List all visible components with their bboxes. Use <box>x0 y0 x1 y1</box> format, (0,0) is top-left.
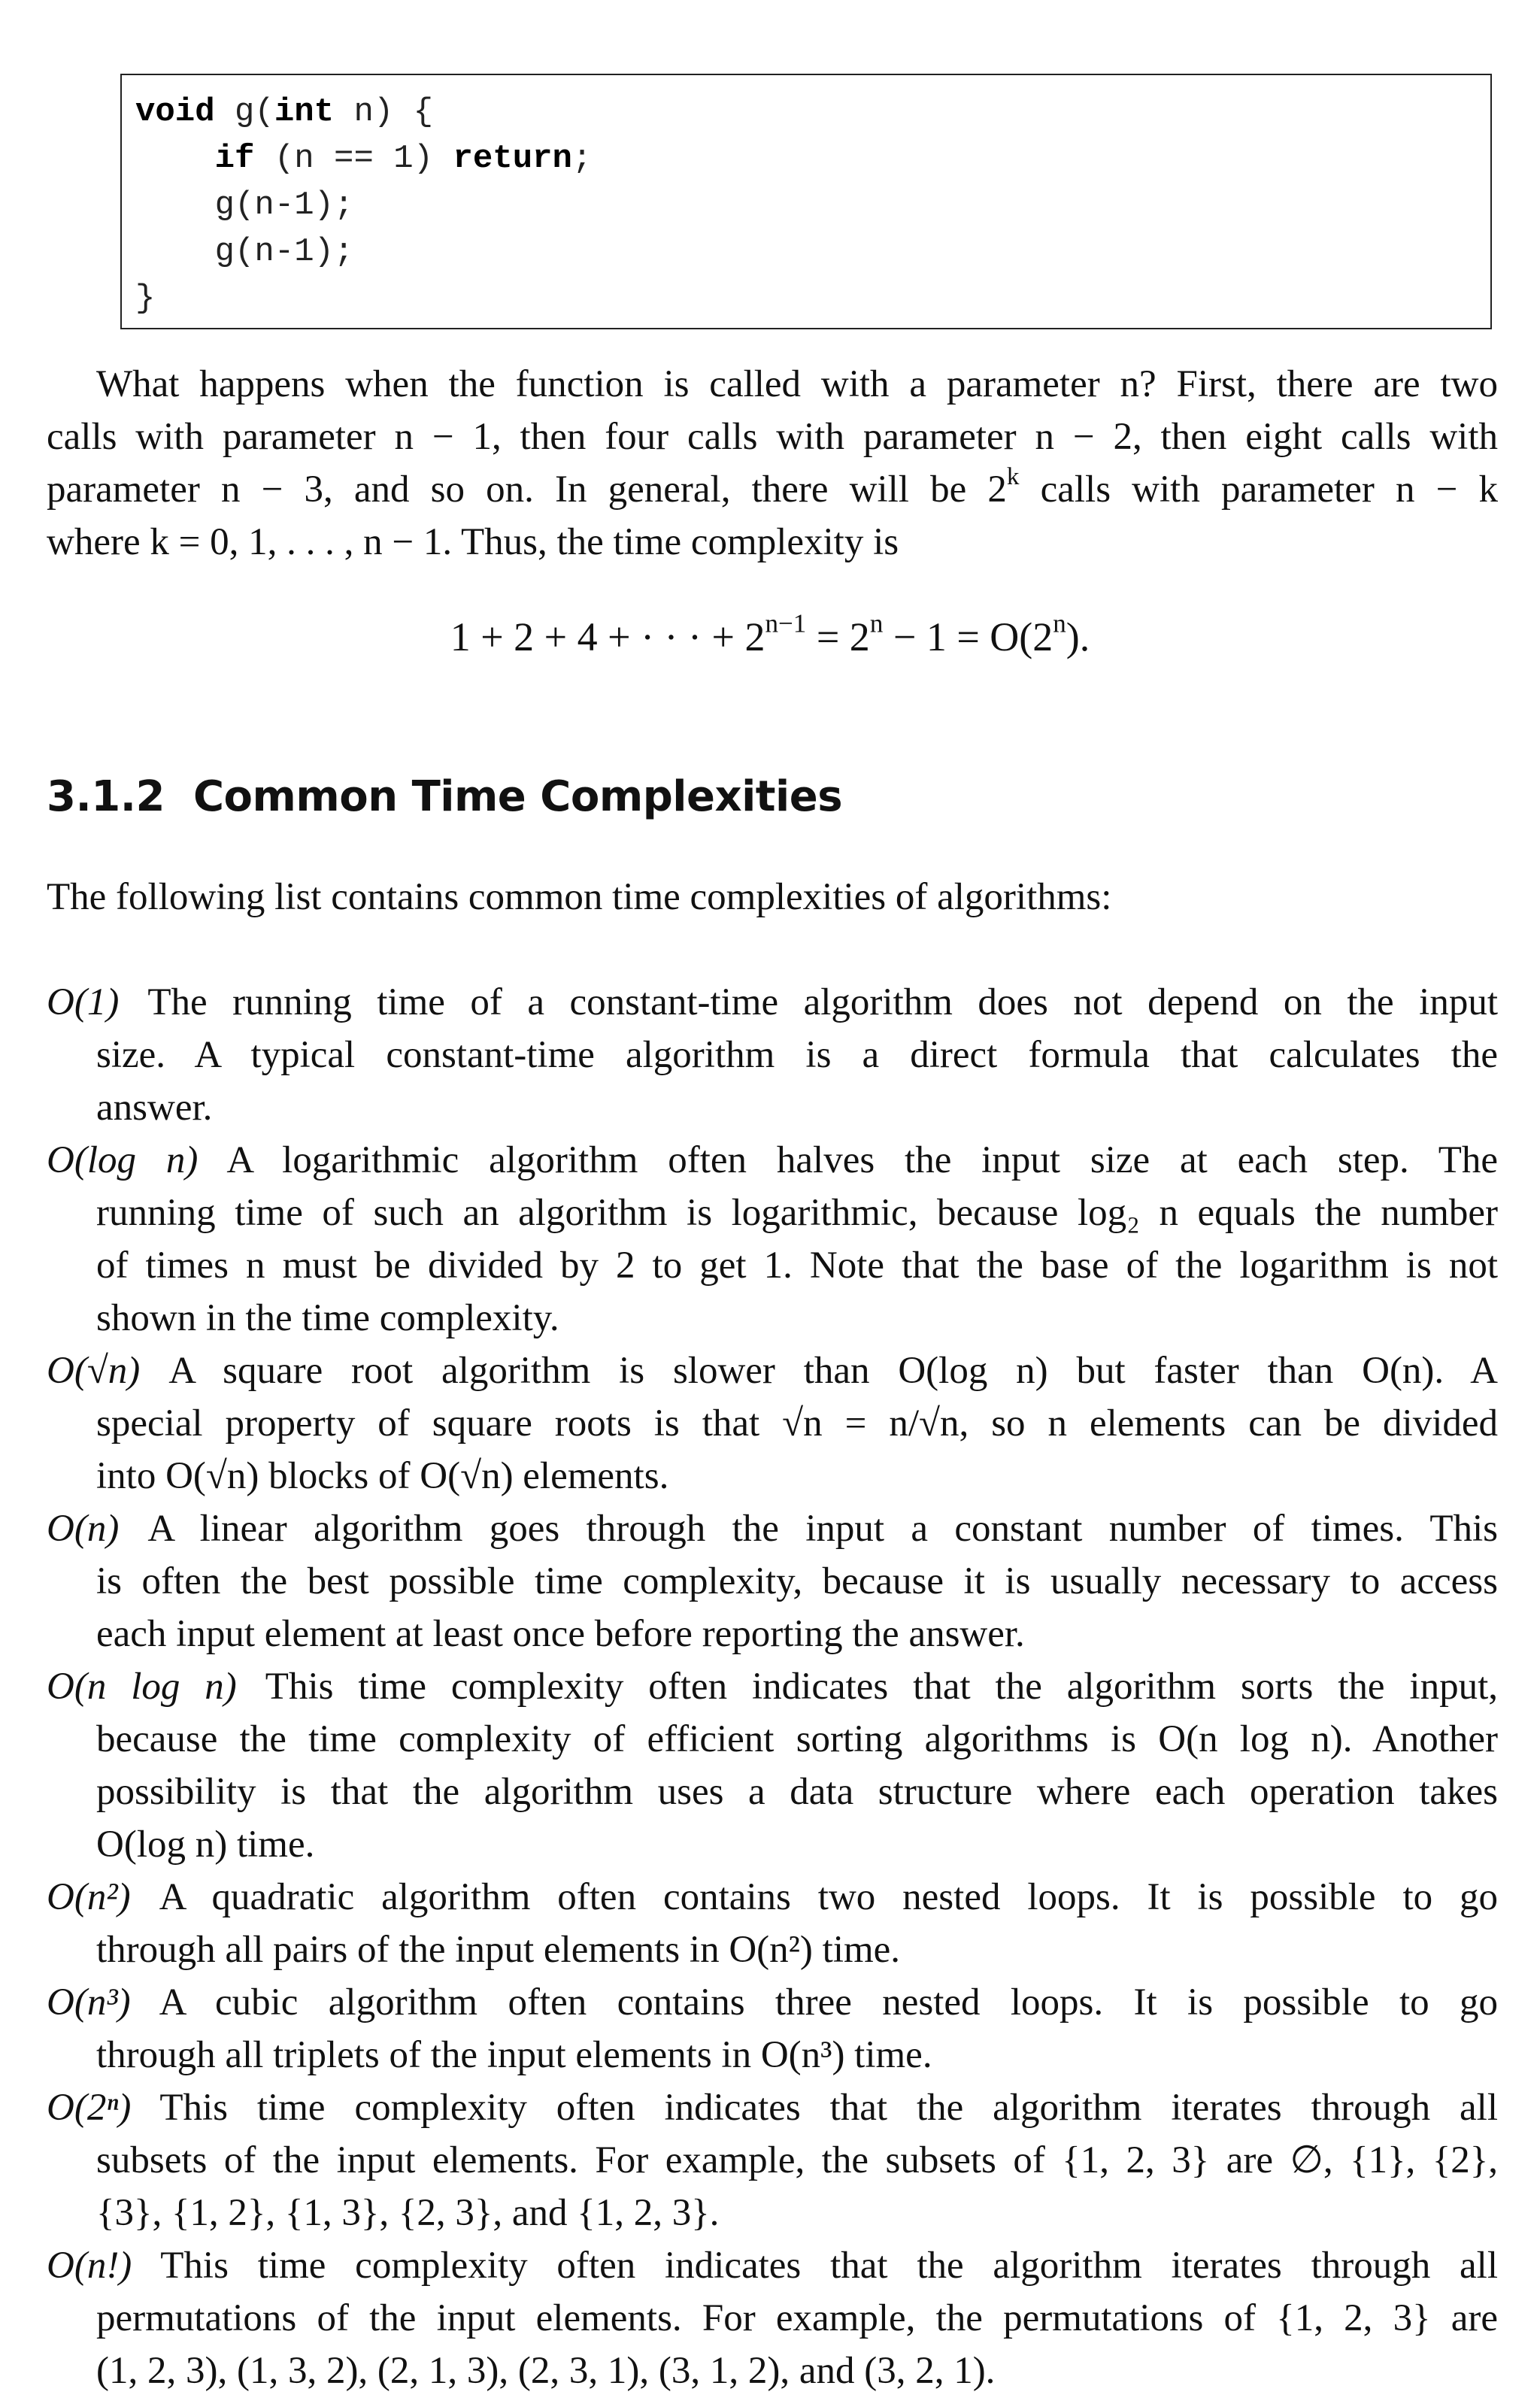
complexity-description: A quadratic algorithm often contains two nested loops. It is possible to go <box>159 1876 1498 1918</box>
complexity-item-line <box>47 1450 1498 1502</box>
complexity-item <box>47 2081 1498 2239</box>
complexity-item-line <box>47 1818 1498 1871</box>
complexity-list <box>47 976 1498 2397</box>
superscript: n−1 <box>765 608 807 638</box>
complexity-item-line <box>47 1081 1498 1134</box>
paragraph-text: calls with parameter n − k <box>1019 468 1498 511</box>
complexity-item-line <box>47 1134 1498 1187</box>
complexity-label: O(1) <box>47 981 120 1023</box>
section-title: Common Time Complexities <box>192 772 843 821</box>
complexity-item-line <box>47 1502 1498 1555</box>
complexity-description: (1, 2, 3), (1, 3, 2), (2, 1, 3), (2, 3, 1), (3, 1, 2), and (3, 2, 1). <box>96 2350 996 2392</box>
complexity-description: through all pairs of the input elements in O(n²) time. <box>96 1929 901 1971</box>
complexity-label: O(n) <box>47 1508 120 1550</box>
code-text: g(n-1); <box>214 186 354 224</box>
complexity-item-line <box>47 1187 1498 1239</box>
complexity-item-line <box>47 2292 1498 2345</box>
complexity-description: O(log n) time. <box>96 1823 315 1866</box>
complexity-description: The running time of a constant-time algorithm does not depend on the input <box>147 981 1498 1023</box>
complexity-description: possibility is that the algorithm uses a data structure where each operation takes <box>96 1771 1498 1813</box>
complexity-item <box>47 1344 1498 1502</box>
complexity-item-line <box>47 2187 1498 2239</box>
complexity-description: is often the best possible time complexity, because it is usually necessary to access <box>96 1560 1498 1602</box>
complexity-item-line <box>47 1608 1498 1660</box>
complexity-item-line <box>47 2345 1498 2397</box>
complexity-label: O(log n) <box>47 1139 199 1181</box>
complexity-description: A logarithmic algorithm often halves the input size at each step. The <box>226 1139 1498 1181</box>
complexity-item <box>47 976 1498 1134</box>
complexity-item-line <box>47 1660 1498 1713</box>
code-text: } <box>135 280 156 317</box>
code-listing-box <box>120 74 1492 329</box>
paragraph-line: where k = 0, 1, . . . , n − 1. Thus, the time complexity is <box>47 521 899 563</box>
complexity-item <box>47 1134 1498 1344</box>
paragraph-text: parameter n − 3, and so on. In general, there will be 2 <box>47 468 1007 511</box>
complexity-description: shown in the time complexity. <box>96 1297 559 1339</box>
complexity-description: because the time complexity of efficient sorting algorithms is O(n log n). Another <box>96 1718 1498 1760</box>
complexity-item-line <box>47 1766 1498 1818</box>
complexity-label: O(√n) <box>47 1350 141 1392</box>
complexity-description: size. A typical constant-time algorithm is a direct formula that calculates the <box>96 1034 1498 1076</box>
complexity-item-line <box>47 1555 1498 1608</box>
complexity-item <box>47 1660 1498 1871</box>
paragraph-line <box>47 463 1498 516</box>
complexity-item-line <box>47 2029 1498 2081</box>
complexity-label: O(2ⁿ) <box>47 2087 132 2129</box>
code-text: n) { <box>334 93 434 131</box>
complexity-item-line <box>47 1976 1498 2029</box>
complexity-item <box>47 2239 1498 2397</box>
complexity-description: {3}, {1, 2}, {1, 3}, {2, 3}, and {1, 2, 3}. <box>96 2192 720 2234</box>
complexity-description: of times n must be divided by 2 to get 1. Note that the base of the logarithm is not <box>96 1244 1498 1287</box>
code-keyword: return <box>453 140 572 177</box>
complexity-description: into O(√n) blocks of O(√n) elements. <box>96 1455 669 1497</box>
complexity-label: O(n log n) <box>47 1666 237 1708</box>
complexity-description: A linear algorithm goes through the input a constant number of times. This <box>147 1508 1498 1550</box>
code-text: ; <box>571 140 593 177</box>
complexity-description: through all triplets of the input elements in O(n³) time. <box>96 2034 932 2076</box>
equation-part: = 2 <box>806 614 870 659</box>
paragraph-line: calls with parameter n − 1, then four calls with parameter n − 2, then eight calls with <box>47 416 1498 458</box>
complexity-description: This time complexity often indicates that the algorithm iterates through all <box>159 2087 1498 2129</box>
complexity-description: subsets of the input elements. For example, the subsets of {1, 2, 3} are ∅, {1}, {2}, <box>96 2139 1498 2181</box>
paragraph-line: What happens when the function is called with a parameter n? First, there are two <box>96 363 1498 405</box>
complexity-item-line <box>47 1344 1498 1397</box>
complexity-item-line <box>47 1239 1498 1292</box>
code-keyword: int <box>274 93 335 131</box>
explanation-paragraph <box>47 358 1498 568</box>
superscript: k <box>1006 462 1020 490</box>
code-listing <box>135 89 592 322</box>
complexity-description: A cubic algorithm often contains three nested loops. It is possible to go <box>159 1981 1498 2024</box>
complexity-item-line <box>47 1924 1498 1976</box>
complexity-description: This time complexity often indicates that the algorithm sorts the input, <box>265 1666 1499 1708</box>
complexity-equation <box>0 608 1540 663</box>
list-intro: The following list contains common time complexities of algorithms: <box>47 876 1112 918</box>
complexity-description: special property of square roots is that √n = n/√n, so n elements can be divided <box>96 1402 1498 1445</box>
complexity-item-line <box>47 976 1498 1029</box>
complexity-description: answer. <box>96 1087 213 1129</box>
superscript: n <box>869 608 884 638</box>
complexity-item-line <box>47 2134 1498 2187</box>
complexity-item-line <box>47 2239 1498 2292</box>
code-text: g( <box>214 93 274 131</box>
complexity-description: running time of such an algorithm is logarithmic, because log₂ n equals the number <box>96 1192 1498 1234</box>
complexity-item-line <box>47 1871 1498 1924</box>
complexity-label: O(n!) <box>47 2245 132 2287</box>
complexity-item-line <box>47 1713 1498 1766</box>
complexity-label: O(n²) <box>47 1876 131 1918</box>
complexity-item <box>47 1871 1498 1976</box>
complexity-item-line <box>47 1397 1498 1450</box>
section-number: 3.1.2 <box>47 772 165 821</box>
complexity-item-line <box>47 1292 1498 1344</box>
complexity-item <box>47 1502 1498 1660</box>
complexity-description: permutations of the input elements. For example, the permutations of {1, 2, 3} are <box>96 2297 1498 2339</box>
equation-part: − 1 = O(2 <box>883 614 1053 659</box>
complexity-item <box>47 1976 1498 2081</box>
code-text: (n == 1) <box>254 140 453 177</box>
complexity-item-line <box>47 1029 1498 1081</box>
equation-part: ). <box>1066 614 1090 659</box>
code-keyword: if <box>214 140 255 177</box>
complexity-item-line <box>47 2081 1498 2134</box>
complexity-description: A square root algorithm is slower than O(log n) but faster than O(n). A <box>168 1350 1498 1392</box>
complexity-label: O(n³) <box>47 1981 131 2024</box>
superscript: n <box>1053 608 1066 638</box>
section-heading <box>47 767 842 827</box>
code-keyword: void <box>135 93 215 131</box>
code-text: g(n-1); <box>214 233 354 271</box>
complexity-description: This time complexity often indicates that the algorithm iterates through all <box>160 2245 1498 2287</box>
complexity-description: each input element at least once before reporting the answer. <box>96 1613 1025 1655</box>
equation-part: 1 + 2 + 4 + · · · + 2 <box>450 614 765 659</box>
